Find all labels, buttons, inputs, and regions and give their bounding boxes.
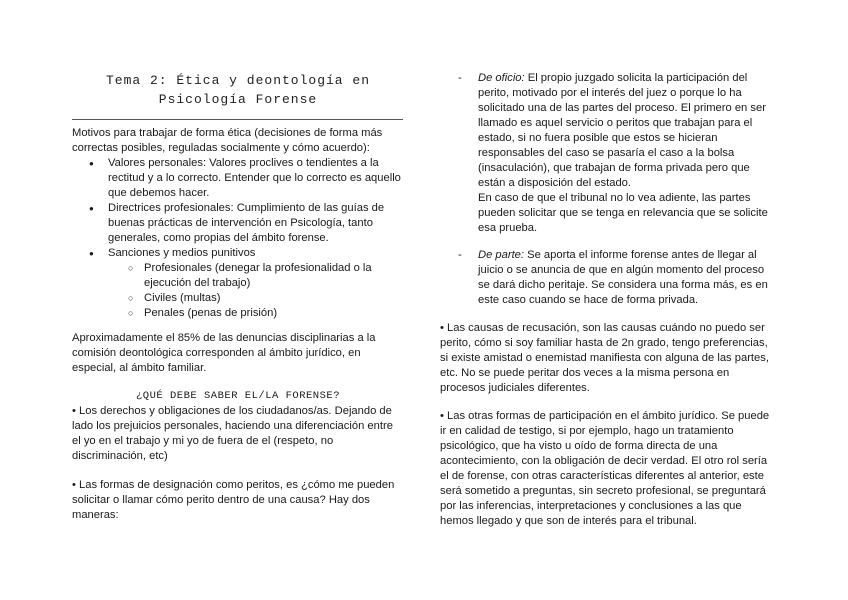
stat-paragraph: Aproximadamente el 85% de las denuncias disciplinarias a la comisión deontológica corresponden al ámbito jurídico, en especial, al ámbito familiar. <box>72 332 376 374</box>
left-column <box>72 126 404 321</box>
oficio-text: El propio juzgado solicita la participación del perito, motivado por el interés del juez o porque lo ha solicitado una de las partes del proceso. El primero en ser llamado es aquel servicio o peritos que trabajan para el estado, si no fuera posible que estos se hicieran responsables del caso se pasaría el caso a la bolsa (insaculación), que trabajan de forma privada pero que están a disposición del estado. <box>478 72 766 189</box>
section-block <box>72 389 404 464</box>
oficio-extra: En caso de que el tribunal no lo vea adiente, las partes pueden solicitar que se tenga en relevancia que se solicite esa prueba. <box>478 192 768 234</box>
document-title <box>72 71 404 109</box>
title-divider <box>72 119 403 120</box>
title-line-1: Tema 2: Ética y deontología en <box>105 73 371 88</box>
list-item: ○ Penales (penas de prisión) <box>72 306 404 321</box>
point-otras-formas: • Las otras formas de participación en el ámbito jurídico. Se puede ir en calidad de testigo, si por ejemplo, hago un tratamiento psicológico, que ha visto u oído de forma directa de una acontecimiento, con la obligación de decir verdad. El otro rol sería el de forense, con otras características diferentes al anterior, este será sometido a preguntas, sin secreto profesional, se preguntará por las inferencias, interpretaciones y conclusiones a las que hemos llegado y que son de interés para el tribunal. <box>440 410 770 527</box>
section-heading: ¿QUÉ DEBE SABER EL/LA FORENSE? <box>135 390 341 402</box>
list-item: ● Sanciones y medios punitivos <box>72 246 404 261</box>
parte-item <box>440 248 770 308</box>
motives-list <box>72 156 404 261</box>
list-item: ○ Profesionales (denegar la profesionalidad o la ejecución del trabajo) <box>72 261 404 291</box>
dash-marker: - <box>458 72 462 84</box>
list-item: ● Valores personales: Valores proclives o tendientes a la rectitud y a lo correcto. Entender que lo correcto es aquello que debemos hacer. <box>72 156 404 201</box>
point-rights: • Los derechos y obligaciones de los ciudadanos/as. Dejando de lado los prejuicios personales, haciendo una diferenciación entre el yo en el trabajo y mi yo de fuera de el (respeto, no discriminación, etc) <box>72 405 393 462</box>
stat-block <box>72 331 404 376</box>
oficio-item <box>440 71 770 236</box>
sanctions-sublist <box>72 261 404 321</box>
recusacion-block <box>440 321 770 396</box>
otras-block <box>440 409 770 529</box>
point-designation: • Las formas de designación como peritos, es ¿cómo me pueden solicitar o llamar cómo perito dentro de una causa? Hay dos maneras: <box>72 479 395 521</box>
parte-text: Se aporta el informe forense antes de llegar al juicio o se anuncia de que en algún momento del proceso se dará dicho peritaje. Se considera una forma más, es en este caso cuando se hace de forma privada. <box>478 249 768 306</box>
list-item: ○ Civiles (multas) <box>72 291 404 306</box>
title-line-2: Psicología Forense <box>158 92 318 107</box>
designation-block <box>72 478 404 523</box>
oficio-label: De oficio: <box>478 72 525 84</box>
list-item: ● Directrices profesionales: Cumplimiento de las guías de buenas prácticas de intervención en Psicología, tanto generales, como propias del ámbito forense. <box>72 201 404 246</box>
point-recusacion: • Las causas de recusación, son las causas cuándo no puedo ser perito, cómo si soy familiar hasta de 2n grado, tengo preferencias, si existe amistad o enemistad manifiesta con alguna de las partes, etc. No se puede peritar dos veces a la misma persona en procesos judiciales diferentes. <box>440 322 769 394</box>
intro-paragraph: Motivos para trabajar de forma ética (decisiones de forma más correctas posibles, reguladas socialmente y cómo acuerdo): <box>72 127 383 154</box>
parte-label: De parte: <box>478 249 525 261</box>
dash-marker: - <box>458 249 462 261</box>
